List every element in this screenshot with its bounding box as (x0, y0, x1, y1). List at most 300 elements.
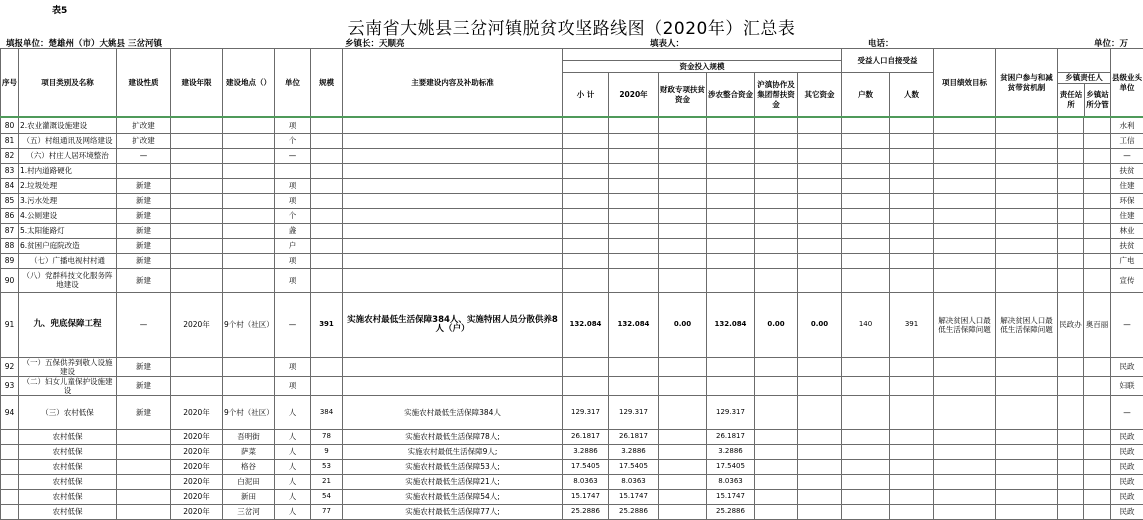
row-name: 农村低保 (19, 489, 117, 504)
row-scale: 54 (311, 489, 343, 504)
row-nature (117, 474, 171, 489)
row-2020 (609, 238, 659, 253)
row-location: 9个村（社区） (223, 292, 275, 357)
row-subtotal (563, 133, 609, 148)
row-goal (934, 133, 996, 148)
header-2020: 2020年 (609, 73, 659, 118)
row-year (171, 253, 223, 268)
row-content (343, 253, 563, 268)
row-seq: 91 (1, 292, 19, 357)
row-huzhen: 0.00 (755, 292, 798, 357)
row-scale: 391 (311, 292, 343, 357)
row-people (890, 489, 934, 504)
row-location (223, 117, 275, 133)
row-agri: 3.2886 (707, 444, 755, 459)
table-row (1, 376, 1143, 395)
row-mechanism (996, 163, 1058, 178)
row-agri: 26.1817 (707, 429, 755, 444)
row-leader (1084, 376, 1111, 395)
row-leader (1084, 148, 1111, 163)
row-subtotal (563, 223, 609, 238)
row-agri (707, 268, 755, 292)
row-goal (934, 376, 996, 395)
row-huzhen (755, 193, 798, 208)
row-goal (934, 268, 996, 292)
row-dept: 水利 (1111, 117, 1143, 133)
row-station (1058, 376, 1084, 395)
row-people (890, 193, 934, 208)
row-content: 实施农村最低生活保障78人; (343, 429, 563, 444)
row-2020 (609, 133, 659, 148)
header-fiscal: 财政专项扶贫资金 (659, 73, 707, 118)
row-nature (117, 489, 171, 504)
row-seq: 87 (1, 223, 19, 238)
row-location (223, 178, 275, 193)
row-leader: 奥百丽 (1084, 292, 1111, 357)
row-fiscal (659, 178, 707, 193)
row-location (223, 163, 275, 178)
row-subtotal (563, 268, 609, 292)
row-location (223, 268, 275, 292)
row-dept: 民政 (1111, 504, 1143, 519)
row-station (1058, 163, 1084, 178)
row-dept: 扶贫 (1111, 163, 1143, 178)
row-seq: 83 (1, 163, 19, 178)
row-scale: 53 (311, 459, 343, 474)
row-2020: 3.2886 (609, 444, 659, 459)
row-agri (707, 253, 755, 268)
row-agri: 129.317 (707, 395, 755, 429)
row-huzhen (755, 268, 798, 292)
row-location (223, 238, 275, 253)
row-other (798, 376, 842, 395)
row-dept: — (1111, 148, 1143, 163)
row-year (171, 376, 223, 395)
row-year (171, 178, 223, 193)
header-content: 主要建设内容及补助标准 (343, 49, 563, 118)
row-goal (934, 208, 996, 223)
row-fiscal (659, 504, 707, 519)
row-station (1058, 148, 1084, 163)
row-nature: — (117, 292, 171, 357)
row-subtotal: 17.5405 (563, 459, 609, 474)
row-name: 2.垃圾处理 (19, 178, 117, 193)
row-households (842, 504, 890, 519)
row-goal (934, 459, 996, 474)
header-nature: 建设性质 (117, 49, 171, 118)
row-year: 2020年 (171, 429, 223, 444)
row-unit: 项 (275, 376, 311, 395)
row-nature: 新建 (117, 178, 171, 193)
row-leader (1084, 474, 1111, 489)
row-households (842, 148, 890, 163)
row-households (842, 395, 890, 429)
row-location (223, 193, 275, 208)
table-row (1, 292, 1143, 357)
row-huzhen (755, 429, 798, 444)
row-agri: 132.084 (707, 292, 755, 357)
row-name: 农村低保 (19, 444, 117, 459)
row-name: （三）农村低保 (19, 395, 117, 429)
row-content (343, 163, 563, 178)
table-row (1, 253, 1143, 268)
row-scale (311, 357, 343, 376)
row-fiscal (659, 395, 707, 429)
row-huzhen (755, 117, 798, 133)
row-content: 实施农村最低生活保障384人 (343, 395, 563, 429)
row-agri: 15.1747 (707, 489, 755, 504)
row-scale (311, 117, 343, 133)
row-leader (1084, 133, 1111, 148)
row-year (171, 357, 223, 376)
row-people (890, 357, 934, 376)
row-households: 140 (842, 292, 890, 357)
row-huzhen (755, 208, 798, 223)
row-nature: 新建 (117, 395, 171, 429)
row-mechanism (996, 178, 1058, 193)
row-year (171, 193, 223, 208)
row-2020 (609, 163, 659, 178)
row-seq: 86 (1, 208, 19, 223)
row-year: 2020年 (171, 459, 223, 474)
row-mechanism (996, 193, 1058, 208)
row-leader (1084, 223, 1111, 238)
row-mechanism (996, 268, 1058, 292)
row-households (842, 163, 890, 178)
header-households: 户数 (842, 73, 890, 118)
row-agri (707, 208, 755, 223)
row-fiscal (659, 133, 707, 148)
row-households (842, 238, 890, 253)
row-station (1058, 504, 1084, 519)
row-nature: 新建 (117, 357, 171, 376)
row-agri (707, 376, 755, 395)
row-huzhen (755, 504, 798, 519)
row-fiscal (659, 208, 707, 223)
row-fiscal (659, 253, 707, 268)
row-scale: 21 (311, 474, 343, 489)
row-year (171, 148, 223, 163)
row-households (842, 444, 890, 459)
row-mechanism: 解决贫困人口最低生活保障问题 (996, 292, 1058, 357)
row-leader (1084, 504, 1111, 519)
row-leader (1084, 444, 1111, 459)
header-resp-cell (1058, 73, 1111, 118)
row-other (798, 238, 842, 253)
row-huzhen (755, 459, 798, 474)
row-nature (117, 504, 171, 519)
row-scale (311, 376, 343, 395)
row-other (798, 193, 842, 208)
row-subtotal: 26.1817 (563, 429, 609, 444)
row-year (171, 238, 223, 253)
row-scale (311, 268, 343, 292)
row-2020: 26.1817 (609, 429, 659, 444)
row-huzhen (755, 238, 798, 253)
filing-unit: 填报单位：楚雄州（市）大姚县 三岔河镇 (6, 37, 162, 49)
row-fiscal (659, 357, 707, 376)
row-seq: 81 (1, 133, 19, 148)
row-unit: 项 (275, 178, 311, 193)
row-scale (311, 223, 343, 238)
row-2020 (609, 148, 659, 163)
row-location: 格谷 (223, 459, 275, 474)
row-households (842, 357, 890, 376)
row-unit: 户 (275, 238, 311, 253)
row-2020 (609, 357, 659, 376)
row-people (890, 504, 934, 519)
table-row (1, 357, 1143, 376)
row-station (1058, 133, 1084, 148)
row-year (171, 268, 223, 292)
row-location: 白泥田 (223, 474, 275, 489)
row-leader (1084, 253, 1111, 268)
row-mechanism (996, 357, 1058, 376)
row-huzhen (755, 474, 798, 489)
row-station (1058, 208, 1084, 223)
header-unit: 单位 (275, 49, 311, 118)
row-year: 2020年 (171, 444, 223, 459)
row-people (890, 253, 934, 268)
row-huzhen (755, 376, 798, 395)
row-agri: 8.0363 (707, 474, 755, 489)
row-subtotal: 25.2886 (563, 504, 609, 519)
row-year (171, 223, 223, 238)
row-content: 实施农村最低生活保障53人; (343, 459, 563, 474)
row-fiscal (659, 474, 707, 489)
row-huzhen (755, 489, 798, 504)
unit-measure: 单位：万 (1094, 37, 1128, 49)
row-leader (1084, 163, 1111, 178)
row-name: 4.公厕建设 (19, 208, 117, 223)
row-station (1058, 193, 1084, 208)
header-other: 其它资金 (798, 73, 842, 118)
row-scale (311, 163, 343, 178)
row-subtotal (563, 208, 609, 223)
row-nature: 新建 (117, 268, 171, 292)
header-resp-spacer (1058, 49, 1111, 73)
row-name: （七）广播电视村村通 (19, 253, 117, 268)
phone-label: 电话： (868, 37, 894, 49)
row-mechanism (996, 208, 1058, 223)
row-people (890, 223, 934, 238)
row-agri (707, 193, 755, 208)
header-row-1 (1, 49, 1143, 61)
row-households (842, 459, 890, 474)
row-content (343, 193, 563, 208)
row-name: （一）五保供养到敬人设施建设 (19, 357, 117, 376)
row-nature (117, 444, 171, 459)
row-other (798, 268, 842, 292)
row-2020 (609, 253, 659, 268)
row-nature: — (117, 148, 171, 163)
row-seq (1, 504, 19, 519)
header-resp-group: 乡镇责任人 (1058, 73, 1110, 84)
table-row (1, 504, 1143, 519)
row-dept: — (1111, 395, 1143, 429)
row-dept: 宣传 (1111, 268, 1143, 292)
row-2020: 15.1747 (609, 489, 659, 504)
row-goal (934, 357, 996, 376)
row-content (343, 357, 563, 376)
header-people: 人数 (890, 73, 934, 118)
row-subtotal (563, 163, 609, 178)
row-goal (934, 395, 996, 429)
row-other (798, 474, 842, 489)
row-unit: 项 (275, 253, 311, 268)
header-agri: 涉农整合资金 (707, 73, 755, 118)
row-agri (707, 223, 755, 238)
row-goal (934, 238, 996, 253)
row-leader (1084, 238, 1111, 253)
row-station (1058, 429, 1084, 444)
row-location: 吾明街 (223, 429, 275, 444)
table-row (1, 208, 1143, 223)
row-dept: — (1111, 292, 1143, 357)
row-goal (934, 163, 996, 178)
row-mechanism (996, 504, 1058, 519)
row-fiscal: 0.00 (659, 292, 707, 357)
row-fiscal (659, 193, 707, 208)
row-year: 2020年 (171, 395, 223, 429)
row-dept: 民政 (1111, 489, 1143, 504)
row-goal: 解决贫困人口最低生活保障问题 (934, 292, 996, 357)
row-goal (934, 178, 996, 193)
row-fiscal (659, 163, 707, 178)
row-nature: 新建 (117, 253, 171, 268)
row-unit: 项 (275, 117, 311, 133)
row-station (1058, 253, 1084, 268)
row-mechanism (996, 223, 1058, 238)
row-dept: 民政 (1111, 429, 1143, 444)
row-other (798, 208, 842, 223)
header-resp-station: 责任站所 (1058, 84, 1085, 116)
row-people (890, 444, 934, 459)
row-mechanism (996, 429, 1058, 444)
row-2020 (609, 193, 659, 208)
row-year (171, 133, 223, 148)
row-scale (311, 238, 343, 253)
row-agri (707, 163, 755, 178)
row-unit: 人 (275, 489, 311, 504)
header-resp-leader: 乡镇站所分管 (1085, 84, 1110, 116)
row-station (1058, 489, 1084, 504)
row-subtotal (563, 148, 609, 163)
row-unit: 人 (275, 444, 311, 459)
row-agri (707, 357, 755, 376)
row-subtotal (563, 178, 609, 193)
row-2020 (609, 376, 659, 395)
row-mechanism (996, 117, 1058, 133)
row-fiscal (659, 268, 707, 292)
row-scale (311, 253, 343, 268)
summary-table (0, 48, 1143, 520)
row-name: （八）党群科技文化服务阵地建设 (19, 268, 117, 292)
table-row (1, 238, 1143, 253)
row-2020: 132.084 (609, 292, 659, 357)
row-station (1058, 474, 1084, 489)
table-row (1, 429, 1143, 444)
row-content (343, 148, 563, 163)
row-content (343, 208, 563, 223)
row-location: 萨菜 (223, 444, 275, 459)
row-leader (1084, 178, 1111, 193)
row-leader (1084, 208, 1111, 223)
row-name: 九、兜底保障工程 (19, 292, 117, 357)
row-households (842, 178, 890, 193)
row-leader (1084, 429, 1111, 444)
row-huzhen (755, 223, 798, 238)
row-huzhen (755, 357, 798, 376)
row-name: （二）妇女儿童保护设施建设 (19, 376, 117, 395)
row-name: 农村低保 (19, 429, 117, 444)
table-row (1, 133, 1143, 148)
row-subtotal (563, 253, 609, 268)
row-leader (1084, 193, 1111, 208)
row-leader (1084, 489, 1111, 504)
table-row (1, 268, 1143, 292)
row-people (890, 208, 934, 223)
row-location (223, 133, 275, 148)
row-unit: 个 (275, 208, 311, 223)
row-scale: 384 (311, 395, 343, 429)
row-households (842, 268, 890, 292)
row-nature (117, 163, 171, 178)
row-station (1058, 459, 1084, 474)
row-unit: — (275, 292, 311, 357)
row-content (343, 376, 563, 395)
header-seq: 序号 (1, 49, 19, 118)
row-dept: 环保 (1111, 193, 1143, 208)
row-fiscal (659, 117, 707, 133)
row-seq (1, 444, 19, 459)
row-year: 2020年 (171, 474, 223, 489)
row-mechanism (996, 395, 1058, 429)
table-row (1, 223, 1143, 238)
row-subtotal (563, 238, 609, 253)
row-fiscal (659, 238, 707, 253)
row-agri: 17.5405 (707, 459, 755, 474)
row-name: 农村低保 (19, 474, 117, 489)
row-content: 实施农村最低生活保障384人、实施特困人员分散供养8人（户） (343, 292, 563, 357)
row-huzhen (755, 178, 798, 193)
row-unit: 项 (275, 268, 311, 292)
row-seq: 80 (1, 117, 19, 133)
row-unit: — (275, 148, 311, 163)
row-leader (1084, 459, 1111, 474)
row-subtotal: 8.0363 (563, 474, 609, 489)
row-seq: 89 (1, 253, 19, 268)
row-people (890, 163, 934, 178)
row-other (798, 253, 842, 268)
row-other (798, 148, 842, 163)
row-name: （五）村组通讯及网络建设 (19, 133, 117, 148)
row-mechanism (996, 376, 1058, 395)
row-year (171, 117, 223, 133)
row-2020: 129.317 (609, 395, 659, 429)
row-huzhen (755, 395, 798, 429)
row-other (798, 178, 842, 193)
header-funds-spacer (563, 49, 842, 61)
header-funds-group: 资金投入规模 (563, 61, 842, 73)
row-year (171, 163, 223, 178)
row-huzhen (755, 163, 798, 178)
row-people (890, 133, 934, 148)
table-row (1, 117, 1143, 133)
row-other (798, 163, 842, 178)
row-unit: 项 (275, 357, 311, 376)
row-scale (311, 148, 343, 163)
